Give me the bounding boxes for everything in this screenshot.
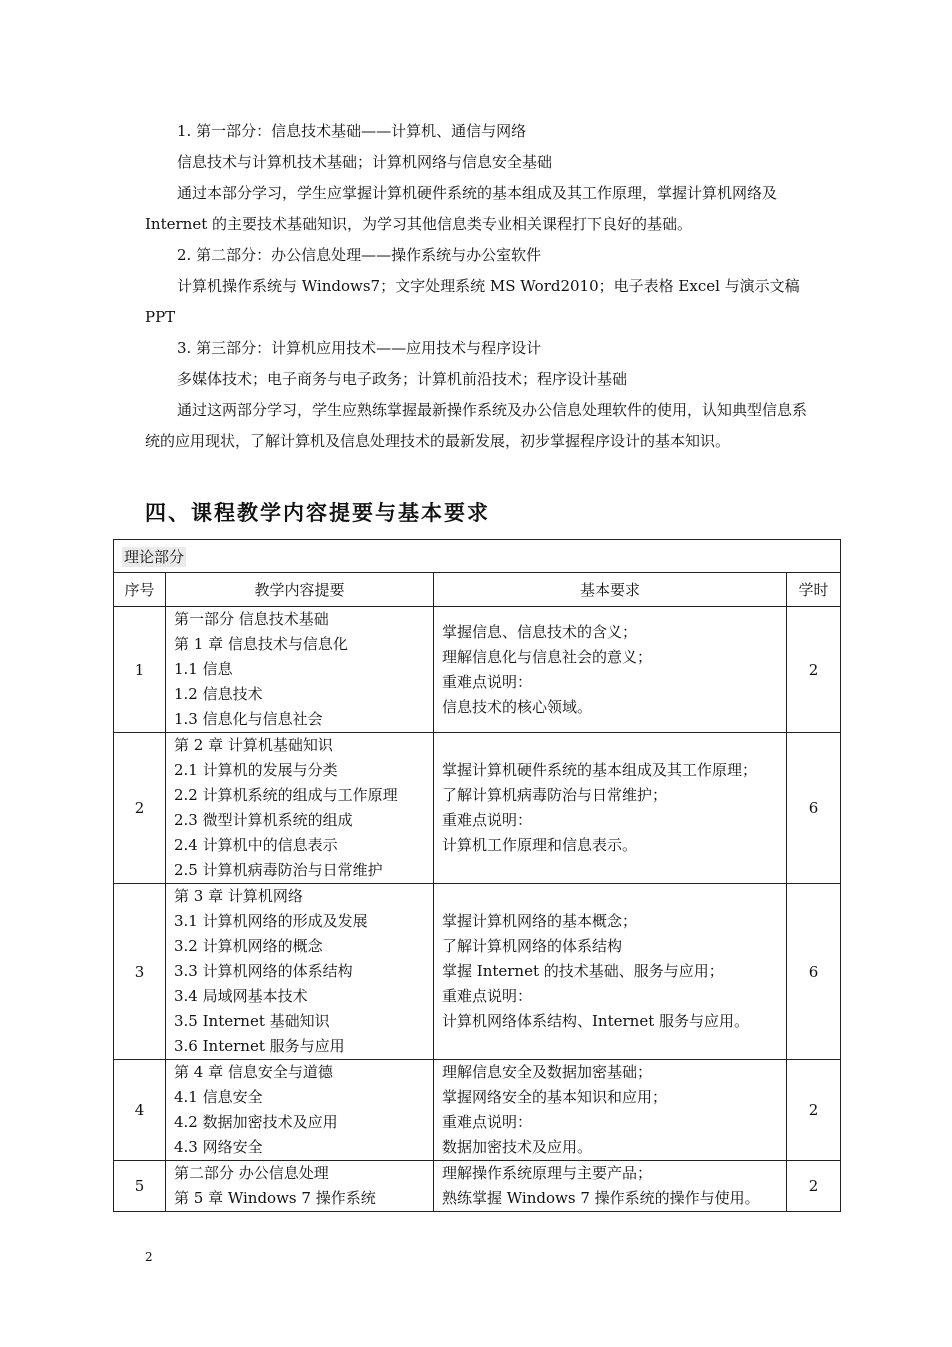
row-content	[166, 1060, 434, 1161]
content-line: 第 2 章 计算机基础知识	[174, 736, 333, 754]
content-line: 3.2 计算机网络的概念	[174, 937, 323, 955]
row-number: 3	[114, 884, 166, 1060]
content-line: 2.2 计算机系统的组成与工作原理	[174, 786, 398, 804]
content-line: 3.4 局域网基本技术	[174, 987, 308, 1005]
requirement-line: 计算机工作原理和信息表示。	[442, 836, 638, 854]
row-requirements	[434, 607, 787, 733]
requirement-line: 掌握网络安全的基本知识和应用；	[442, 1088, 668, 1106]
requirement-line: 理解操作系统原理与主要产品；	[442, 1164, 653, 1182]
table-row	[114, 733, 841, 884]
part2-title: 2. 第二部分：办公信息处理——操作系统与办公室软件	[177, 246, 542, 264]
table-header-row	[114, 573, 841, 607]
content-line: 3.1 计算机网络的形成及发展	[174, 912, 368, 930]
course-content-table	[113, 539, 841, 1212]
content-line: 2.4 计算机中的信息表示	[174, 836, 338, 854]
part23-goal: 通过这两部分学习，学生应熟练掌握最新操作系统及办公信息处理软件的使用，认知典型信息系统的应用现状，了解计算机及信息处理技术的最新发展，初步掌握程序设计的基本知识。	[145, 401, 808, 450]
content-line: 3.3 计算机网络的体系结构	[174, 962, 353, 980]
row-hours: 2	[787, 607, 841, 733]
row-hours: 2	[787, 1060, 841, 1161]
content-line: 第 1 章 信息技术与信息化	[174, 635, 348, 653]
content-line: 第 5 章 Windows 7 操作系统	[174, 1189, 376, 1207]
requirement-line: 信息技术的核心领域。	[442, 697, 593, 716]
page-number: 2	[145, 1250, 153, 1264]
row-requirements	[434, 1060, 787, 1161]
row-content	[166, 884, 434, 1060]
row-number: 5	[114, 1161, 166, 1212]
row-requirements	[434, 733, 787, 884]
requirement-line: 重难点说明：	[442, 811, 533, 829]
row-number: 2	[114, 733, 166, 884]
table-row	[114, 1161, 841, 1212]
content-line: 第一部分 信息技术基础	[174, 610, 329, 628]
content-line: 2.3 微型计算机系统的组成	[174, 811, 353, 829]
content-line: 第 4 章 信息安全与道德	[174, 1063, 333, 1081]
requirement-line: 理解信息化与信息社会的意义；	[442, 647, 653, 666]
table-row	[114, 607, 841, 733]
requirement-line: 重难点说明：	[442, 987, 533, 1005]
header-requirements: 基本要求	[434, 573, 787, 607]
section-heading: 四、课程教学内容提要与基本要求	[145, 501, 490, 525]
part1-goal: 通过本部分学习，学生应掌握计算机硬件系统的基本组成及其工作原理，掌握计算机网络及 Internet 的主要技术基础知识，为学习其他信息类专业相关课程打下良好的基础。	[145, 184, 778, 233]
content-line: 2.5 计算机病毒防治与日常维护	[174, 861, 383, 879]
row-requirements	[434, 884, 787, 1060]
content-line: 3.5 Internet 基础知识	[174, 1012, 330, 1030]
row-hours: 2	[787, 1161, 841, 1212]
row-content	[166, 607, 434, 733]
content-line: 第二部分 办公信息处理	[174, 1164, 329, 1182]
intro-text	[145, 116, 817, 457]
table-row	[114, 1060, 841, 1161]
part2-topics: 计算机操作系统与 Windows7；文字处理系统 MS Word2010；电子表格 Excel 与演示文稿 PPT	[145, 277, 800, 326]
row-requirements	[434, 1161, 787, 1212]
content-line: 4.1 信息安全	[174, 1088, 263, 1106]
requirement-line: 计算机网络体系结构、Internet 服务与应用。	[442, 1012, 749, 1030]
row-number: 1	[114, 607, 166, 733]
requirement-line: 重难点说明：	[442, 1113, 533, 1131]
content-line: 4.2 数据加密技术及应用	[174, 1113, 338, 1131]
content-line: 3.6 Internet 服务与应用	[174, 1037, 345, 1055]
part3-title: 3. 第三部分：计算机应用技术——应用技术与程序设计	[177, 339, 542, 357]
requirement-line: 理解信息安全及数据加密基础；	[442, 1063, 653, 1081]
row-content	[166, 1161, 434, 1212]
table-title: 理论部分	[114, 540, 841, 573]
part1-title: 1. 第一部分：信息技术基础——计算机、通信与网络	[177, 122, 527, 140]
part1-topics: 信息技术与计算机技术基础；计算机网络与信息安全基础	[177, 153, 553, 171]
content-line: 1.3 信息化与信息社会	[174, 710, 323, 728]
requirement-line: 熟练掌握 Windows 7 操作系统的操作与使用。	[442, 1189, 760, 1207]
content-line: 1.2 信息技术	[174, 685, 263, 703]
content-line: 4.3 网络安全	[174, 1138, 263, 1156]
row-content	[166, 733, 434, 884]
requirement-line: 掌握计算机网络的基本概念；	[442, 912, 638, 930]
row-hours: 6	[787, 884, 841, 1060]
content-line: 第 3 章 计算机网络	[174, 887, 303, 905]
requirement-line: 掌握 Internet 的技术基础、服务与应用；	[442, 962, 724, 980]
header-hours: 学时	[787, 573, 841, 607]
requirement-line: 了解计算机网络的体系结构	[442, 937, 623, 955]
requirement-line: 数据加密技术及应用。	[442, 1138, 593, 1156]
requirement-line: 重难点说明：	[442, 672, 533, 691]
requirement-line: 了解计算机病毒防治与日常维护；	[442, 786, 668, 804]
header-content: 教学内容提要	[166, 573, 434, 607]
table-row	[114, 884, 841, 1060]
content-line: 2.1 计算机的发展与分类	[174, 761, 338, 779]
table-title-row	[114, 540, 841, 573]
requirement-line: 掌握计算机硬件系统的基本组成及其工作原理；	[442, 761, 758, 779]
part3-topics: 多媒体技术；电子商务与电子政务；计算机前沿技术；程序设计基础	[177, 370, 628, 388]
content-line: 1.1 信息	[174, 660, 233, 678]
requirement-line: 掌握信息、信息技术的含义；	[442, 622, 638, 641]
row-number: 4	[114, 1060, 166, 1161]
row-hours: 6	[787, 733, 841, 884]
header-number: 序号	[114, 573, 166, 607]
